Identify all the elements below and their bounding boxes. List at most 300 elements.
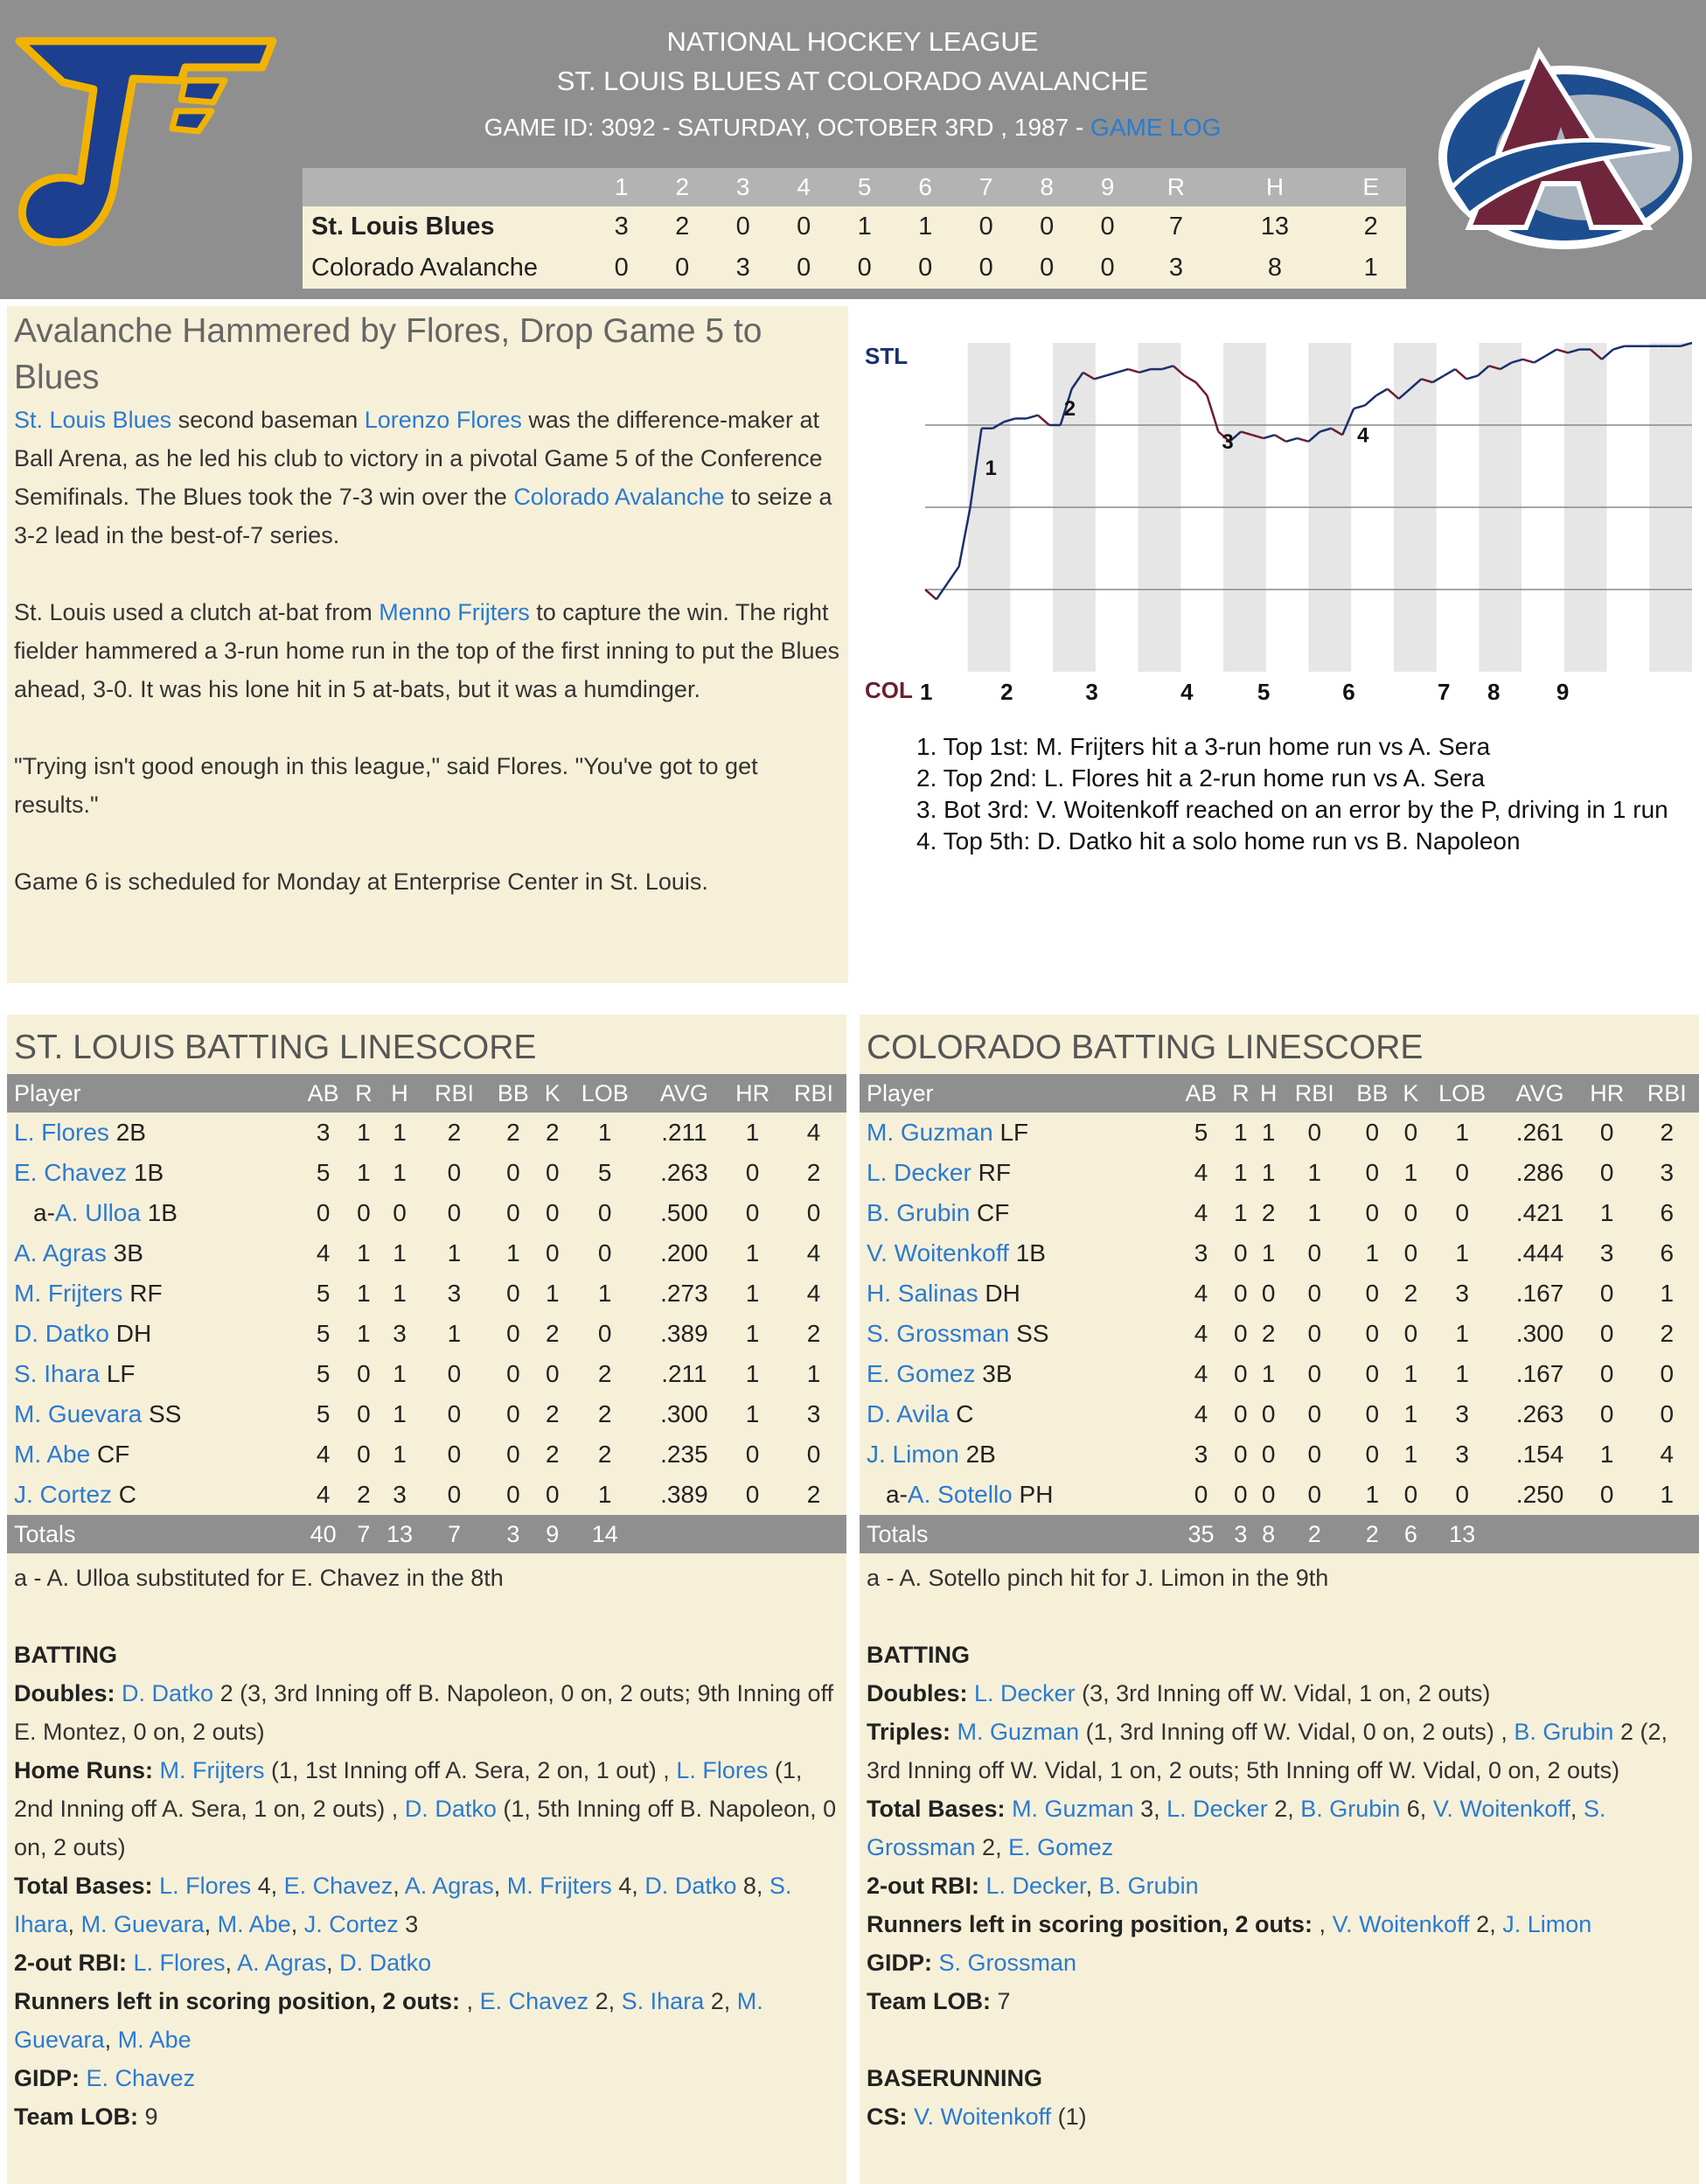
stat-cell: 1 [1261, 1159, 1276, 1186]
stat-cell: 0 [1365, 1400, 1380, 1427]
stat-line-text: (1, 1st Inning off A. Sera, 2 on, 1 out) , [264, 1757, 677, 1783]
matchup-title: ST. LOUIS BLUES AT COLORADO AVALANCHE [556, 66, 1149, 96]
stat-cell: 0 [1599, 1320, 1614, 1347]
sub-prefix: a- [886, 1481, 908, 1508]
stat-cell: 2 [1261, 1320, 1276, 1347]
stat-cell: 1 [1261, 1239, 1276, 1266]
table-row [860, 1273, 1699, 1314]
stat-cell: 0 [1403, 1119, 1418, 1146]
batting-header-cell: HR [1579, 1074, 1635, 1113]
batting-header-cell: K [540, 1074, 566, 1113]
stat-cell: 0 [1365, 1119, 1380, 1146]
recap-text: was the difference-maker at Ball Arena, as he led his club to victory in a pivotal Game 5 of the Conference Semifinals. The Blues took the 7-3 win over the [14, 407, 823, 510]
player-link-d-datko[interactable]: D. Datko [404, 1796, 497, 1822]
stat-cell: 1 [745, 1400, 760, 1427]
linescore-cell: 0 [773, 248, 833, 289]
stat-cell: 2 [597, 1441, 612, 1468]
stat-cell: 0 [1455, 1159, 1469, 1186]
stat-cell: 5 [316, 1320, 331, 1347]
player-link-e-chavez[interactable]: E. Chavez [86, 2065, 196, 2091]
stat-line-team-lob [867, 1982, 1692, 2020]
stat-cell: 0 [1234, 1481, 1248, 1508]
stat-cell: 3 [393, 1320, 407, 1347]
batting-header-cell: RBI [1283, 1074, 1347, 1113]
table-row [860, 1434, 1699, 1475]
stat-line-text: (1) [1051, 2104, 1087, 2130]
stat-cell: 0 [546, 1239, 560, 1266]
stat-cell: 3 [806, 1400, 821, 1427]
totals-cell: 2 [1347, 1515, 1398, 1553]
stat-line-2-out-rbi [14, 1943, 839, 1982]
stat-cell: .286 [1515, 1159, 1564, 1186]
win-probability-segment [1105, 373, 1117, 376]
win-probability-segment [937, 583, 948, 599]
player-cell [7, 1113, 297, 1153]
linescore-cell: 0 [1077, 248, 1138, 289]
batting-header-cell: H [378, 1074, 421, 1113]
stat-cell: 2 [806, 1159, 821, 1186]
stat-line-text: 3, [1133, 1796, 1167, 1822]
stat-cell: 0 [1599, 1360, 1614, 1387]
stat-line-total-bases [14, 1867, 839, 1943]
linescore-cell: 3 [1138, 248, 1214, 289]
linescore-cell: 13 [1214, 206, 1335, 248]
linescore-header-cell: 6 [895, 168, 955, 206]
win-probability-segment [1444, 369, 1455, 376]
win-probability-segment [1365, 395, 1376, 405]
stat-cell: 3 [1599, 1239, 1614, 1266]
stat-cell: 2 [1660, 1320, 1675, 1347]
stl-batting-table [7, 1074, 846, 1553]
stat-cell: 3 [1455, 1441, 1469, 1468]
player-link-m-abe[interactable]: M. Abe [117, 2027, 191, 2053]
player-link-m-abe[interactable]: M. Abe [14, 1441, 91, 1468]
stat-cell: 0 [546, 1481, 560, 1508]
player-cell [860, 1475, 1175, 1515]
player-link-m-frijters[interactable]: M. Frijters [506, 1873, 612, 1899]
player-link-e-chavez[interactable]: E. Chavez [479, 1988, 589, 2014]
player-link-b-grubin[interactable]: B. Grubin [1098, 1873, 1199, 1899]
player-cell [7, 1273, 297, 1314]
stat-cell: 5 [1194, 1119, 1208, 1146]
stat-line-label: GIDP: [14, 2065, 80, 2091]
player-link-e-chavez[interactable]: E. Chavez [14, 1159, 128, 1186]
stat-cell: 4 [1194, 1360, 1208, 1387]
win-probability-segment [1207, 395, 1218, 431]
linescore-cell: 0 [956, 206, 1016, 248]
stat-line-text: , [1085, 1873, 1099, 1899]
stat-cell: 1 [1455, 1320, 1469, 1347]
player-link-l-decker[interactable]: L. Decker [867, 1159, 971, 1186]
stat-cell: 1 [1234, 1119, 1248, 1146]
stat-cell: 5 [316, 1400, 331, 1427]
stat-line-text: (1, 5th Inning off B. Napoleon, 0 on, 2 outs) [14, 1796, 837, 1860]
player-link-j-cortez[interactable]: J. Cortez [303, 1911, 399, 1937]
batting-header-cell: H [1255, 1074, 1283, 1113]
inning-label: 3 [1085, 679, 1098, 700]
stat-cell: 0 [745, 1199, 760, 1226]
stat-cell: 0 [1660, 1400, 1675, 1427]
stat-cell: 1 [806, 1360, 821, 1387]
stat-cell: 1 [546, 1280, 560, 1307]
player-link-a-agras[interactable]: A. Agras [237, 1950, 327, 1976]
stat-cell: 0 [1261, 1280, 1276, 1307]
stat-cell: .211 [661, 1360, 707, 1387]
stat-cell: 4 [1194, 1199, 1208, 1226]
player-cell [7, 1394, 297, 1434]
stat-cell: 0 [597, 1320, 612, 1347]
totals-cell: 13 [1424, 1515, 1501, 1553]
stl-axis-label: STL [865, 343, 909, 369]
table-row [7, 1434, 846, 1475]
stat-cell: 1 [597, 1481, 612, 1508]
stat-cell: 0 [1234, 1239, 1248, 1266]
inning-label: 9 [1556, 679, 1570, 700]
totals-cell: 7 [421, 1515, 487, 1553]
stat-cell: 4 [316, 1239, 331, 1266]
batting-header-cell: RBI [421, 1074, 487, 1113]
linescore-cell: 0 [1016, 206, 1076, 248]
stat-line-text: (3, 3rd Inning off W. Vidal, 1 on, 2 outs) [1075, 1680, 1491, 1706]
table-row [860, 1113, 1699, 1153]
totals-cell: 6 [1398, 1515, 1424, 1553]
stat-line-text: 4, [611, 1873, 645, 1899]
stat-cell: 1 [506, 1239, 520, 1266]
linescore-cell: 3 [713, 248, 773, 289]
stat-cell: 0 [1365, 1280, 1380, 1307]
table-row [7, 1354, 846, 1394]
stat-cell: 0 [1194, 1481, 1208, 1508]
linescore-header-cell: 5 [834, 168, 895, 206]
batting-header-cell: RBI [1635, 1074, 1700, 1113]
stat-cell: .300 [1515, 1320, 1564, 1347]
player-position: DH [978, 1280, 1020, 1307]
win-probability-segment [1128, 369, 1139, 373]
stat-cell: 1 [745, 1360, 760, 1387]
stat-cell: 1 [1307, 1159, 1322, 1186]
stl-batting-panel [7, 1015, 846, 2184]
player-link-d-datko[interactable]: D. Datko [644, 1873, 737, 1899]
player-link-a-sotello[interactable]: A. Sotello [907, 1481, 1013, 1508]
stl-batting-details [14, 1674, 839, 2136]
win-probability-segment [1545, 350, 1556, 357]
stat-cell: 3 [1455, 1400, 1469, 1427]
stat-cell: 3 [1194, 1441, 1208, 1468]
player-link-s-ihara[interactable]: S. Ihara [14, 1360, 101, 1387]
col-batting-heading: BATTING [867, 1642, 970, 1668]
table-row [7, 1233, 846, 1273]
player-link-l-flores[interactable]: L. Flores [14, 1119, 109, 1146]
stat-cell: 0 [357, 1199, 371, 1226]
player-link-m-frijters[interactable]: M. Frijters [14, 1280, 123, 1307]
batting-header-cell: AB [1175, 1074, 1227, 1113]
player-link-a-agras[interactable]: A. Agras [14, 1239, 107, 1266]
recap-title: Avalanche Hammered by Flores, Drop Game 5 to Blues [14, 312, 762, 396]
stat-cell: 0 [1307, 1320, 1322, 1347]
stat-line-label: 2-out RBI: [14, 1950, 127, 1976]
col-batting-table [860, 1074, 1699, 1553]
inning-label: 1 [920, 679, 933, 700]
stat-line-gidp [867, 1943, 1692, 1982]
player-link-b-grubin[interactable]: B. Grubin [867, 1199, 971, 1226]
stat-line-text: 2, [704, 1988, 737, 2014]
stat-cell: 1 [1365, 1481, 1380, 1508]
linescore-team-name: Colorado Avalanche [303, 248, 591, 289]
stat-line-label: Doubles: [867, 1680, 968, 1706]
player-link-s-ihara[interactable]: S. Ihara [621, 1988, 705, 2014]
col-baserunning-details [867, 2097, 1692, 2136]
table-row [7, 1113, 846, 1153]
stat-line-gidp [14, 2059, 839, 2097]
stat-cell: 1 [1261, 1119, 1276, 1146]
stat-line-label: 2-out RBI: [867, 1873, 979, 1899]
stat-line-text: , [393, 1873, 405, 1899]
stat-line-text: , [204, 1911, 218, 1937]
table-row [7, 1394, 846, 1434]
player-cell [7, 1193, 297, 1233]
player-position: SS [1009, 1320, 1049, 1347]
stat-cell: 1 [1403, 1441, 1418, 1468]
player-link-e-gomez[interactable]: E. Gomez [1008, 1834, 1114, 1860]
team-link-st-louis[interactable]: St. Louis Blues [14, 407, 172, 433]
stat-cell: 1 [597, 1119, 612, 1146]
win-probability-segment [948, 567, 959, 583]
player-position: 2B [108, 1119, 146, 1146]
stat-cell: 0 [1599, 1400, 1614, 1427]
stat-cell: 0 [393, 1199, 407, 1226]
stat-cell: 1 [357, 1280, 371, 1307]
stat-cell: 0 [1403, 1481, 1418, 1508]
linescore-cell: 1 [1335, 248, 1406, 289]
stat-cell: 2 [546, 1441, 560, 1468]
stat-cell: 1 [357, 1239, 371, 1266]
player-link-m-guevara[interactable]: M. Guevara [14, 1400, 143, 1427]
stat-cell: 0 [1234, 1280, 1248, 1307]
player-position: 3B [975, 1360, 1013, 1387]
player-link-m-guzman[interactable]: M. Guzman [1012, 1796, 1134, 1822]
player-link-v-woitenkoff[interactable]: V. Woitenkoff [867, 1239, 1009, 1266]
stat-line-text: , [1570, 1796, 1584, 1822]
player-position: RF [971, 1159, 1011, 1186]
player-link-j-limon[interactable]: J. Limon [1502, 1911, 1592, 1937]
stat-cell: 0 [806, 1199, 821, 1226]
stat-cell: 0 [506, 1320, 520, 1347]
stat-cell: 0 [597, 1199, 612, 1226]
stat-cell: 3 [1660, 1159, 1675, 1186]
batting-header-cell: AVG [1501, 1074, 1579, 1113]
stat-line-label: CS: [867, 2104, 908, 2130]
player-link-d-avila[interactable]: D. Avila [867, 1400, 950, 1427]
stat-line-text: , [466, 1988, 480, 2014]
stat-cell: 0 [1403, 1199, 1418, 1226]
player-link-m-guevara[interactable]: M. Guevara [14, 1988, 763, 2053]
player-link-j-limon[interactable]: J. Limon [867, 1441, 959, 1468]
stat-cell: 1 [1234, 1199, 1248, 1226]
player-link-b-grubin[interactable]: B. Grubin [1300, 1796, 1401, 1822]
recap-text: to seize a 3-2 lead in the best-of-7 series. [14, 484, 832, 548]
stat-cell: 0 [1365, 1199, 1380, 1226]
player-link-s-grossman[interactable]: S. Grossman [938, 1950, 1077, 1976]
player-link-v-woitenkoff[interactable]: V. Woitenkoff [1432, 1796, 1570, 1822]
chart-event-list [916, 731, 1706, 857]
player-link-s-ihara[interactable]: S. Ihara [14, 1873, 792, 1937]
player-link-m-frijters[interactable]: M. Frijters [159, 1757, 265, 1783]
batting-header-cell: BB [1347, 1074, 1398, 1113]
stat-cell: 1 [1455, 1119, 1469, 1146]
stat-cell: .154 [1515, 1441, 1564, 1468]
player-link-d-datko[interactable]: D. Datko [339, 1950, 432, 1976]
player-link-l-flores[interactable]: L. Flores [676, 1757, 769, 1783]
stat-line-text: , [493, 1873, 507, 1899]
player-cell [860, 1314, 1175, 1354]
player-link-a-agras[interactable]: A. Agras [404, 1873, 494, 1899]
win-probability-segment [1455, 369, 1466, 379]
player-position: C [949, 1400, 974, 1427]
totals-cell [1579, 1515, 1635, 1553]
player-cell [860, 1113, 1175, 1153]
event-marker: 2 [1063, 397, 1076, 422]
totals-cell: 13 [378, 1515, 421, 1553]
totals-row [7, 1515, 846, 1553]
recap-text: second baseman [171, 407, 365, 433]
player-position: SS [142, 1400, 182, 1427]
stat-cell: 0 [1261, 1481, 1276, 1508]
table-row [7, 1193, 846, 1233]
stat-cell: 2 [357, 1481, 371, 1508]
stat-cell: 0 [745, 1441, 760, 1468]
player-link-l-flores[interactable]: L. Flores [159, 1873, 252, 1899]
player-link-l-flores[interactable]: L. Flores [133, 1950, 226, 1976]
player-link-v-woitenkoff[interactable]: V. Woitenkoff [914, 2104, 1052, 2130]
linescore-header-cell: R [1138, 168, 1214, 206]
player-link-b-grubin[interactable]: B. Grubin [1514, 1719, 1614, 1745]
stat-line-runners-left-in-scoring-position-2-outs [14, 1982, 839, 2059]
stat-cell: 2 [546, 1119, 560, 1146]
player-link-s-grossman[interactable]: S. Grossman [867, 1320, 1010, 1347]
player-link-h-salinas[interactable]: H. Salinas [867, 1280, 978, 1307]
batting-header-cell: RBI [781, 1074, 846, 1113]
player-link-menno-frijters[interactable]: Menno Frijters [379, 599, 530, 625]
player-link-m-guzman[interactable]: M. Guzman [957, 1719, 1080, 1745]
player-link-l-decker[interactable]: L. Decker [985, 1873, 1086, 1899]
player-link-l-decker[interactable]: L. Decker [974, 1680, 1076, 1706]
stat-cell: 0 [1365, 1320, 1380, 1347]
player-link-m-abe[interactable]: M. Abe [217, 1911, 291, 1937]
player-link-m-guevara[interactable]: M. Guevara [80, 1911, 205, 1937]
player-link-j-cortez[interactable]: J. Cortez [14, 1481, 113, 1508]
linescore-header-cell: 4 [773, 168, 833, 206]
stat-cell: .273 [660, 1280, 708, 1307]
stat-cell: .211 [661, 1119, 707, 1146]
stat-line-text: , [104, 2027, 118, 2053]
linescore-cell: 1 [834, 206, 895, 248]
table-row [860, 1193, 1699, 1233]
player-link-d-datko[interactable]: D. Datko [14, 1320, 109, 1347]
player-link-a-ulloa[interactable]: A. Ulloa [54, 1199, 141, 1226]
batting-header-cell: K [1398, 1074, 1424, 1113]
linescore-cell: 2 [1335, 206, 1406, 248]
player-link-s-grossman[interactable]: S. Grossman [867, 1796, 1606, 1860]
win-probability-segment [1196, 382, 1208, 395]
player-cell [860, 1394, 1175, 1434]
stat-cell: 6 [1660, 1239, 1675, 1266]
stat-cell: .167 [1515, 1280, 1564, 1307]
team-link-colorado[interactable]: Colorado Avalanche [513, 484, 725, 510]
player-link-v-woitenkoff[interactable]: V. Woitenkoff [1332, 1911, 1470, 1937]
game-log-link[interactable]: GAME LOG [1090, 114, 1222, 141]
col-axis-label: COL [865, 677, 913, 700]
stat-cell: .263 [660, 1159, 708, 1186]
player-link-d-datko[interactable]: D. Datko [122, 1680, 214, 1706]
stat-cell: 0 [1234, 1360, 1248, 1387]
stat-cell: 1 [1261, 1360, 1276, 1387]
stat-cell: .200 [660, 1239, 708, 1266]
stat-cell: 1 [1599, 1199, 1614, 1226]
totals-cell [781, 1515, 846, 1553]
stat-cell: 0 [1365, 1360, 1380, 1387]
totals-cell: 9 [540, 1515, 566, 1553]
player-position: LF [100, 1360, 136, 1387]
linescore-cell: 0 [1016, 248, 1076, 289]
col-batting-title: COLORADO BATTING LINESCORE [867, 1029, 1424, 1066]
table-row [860, 1354, 1699, 1394]
stat-cell: 0 [1307, 1119, 1322, 1146]
batting-header-cell: LOB [1424, 1074, 1501, 1113]
player-link-e-gomez[interactable]: E. Gomez [867, 1360, 976, 1387]
stat-cell: 3 [447, 1280, 462, 1307]
stat-cell: .444 [1515, 1239, 1564, 1266]
recap-paragraph [14, 401, 841, 555]
col-substitution-note: a - A. Sotello pinch hit for J. Limon in the 9th [867, 1565, 1329, 1591]
stat-cell: .389 [660, 1481, 708, 1508]
stat-cell: .250 [1515, 1481, 1564, 1508]
stat-cell: 0 [506, 1159, 520, 1186]
stat-cell: 3 [316, 1119, 331, 1146]
linescore-cell: 0 [591, 248, 651, 289]
stat-cell: 1 [745, 1119, 760, 1146]
stat-line-label: Team LOB: [14, 2104, 139, 2130]
stat-cell: 0 [1599, 1280, 1614, 1307]
stat-line-text: 4, [251, 1873, 284, 1899]
chart-event-item: 1. Top 1st: M. Frijters hit a 3-run home run vs A. Sera [916, 733, 1491, 760]
player-link-lorenzo-flores[interactable]: Lorenzo Flores [364, 407, 522, 433]
chart-event-item: 4. Top 5th: D. Datko hit a solo home run vs B. Napoleon [916, 827, 1521, 855]
linescore-header-cell: 8 [1016, 168, 1076, 206]
stat-cell: 0 [1234, 1400, 1248, 1427]
stat-cell: 0 [447, 1481, 462, 1508]
player-link-m-guzman[interactable]: M. Guzman [867, 1119, 993, 1146]
stat-cell: 0 [506, 1400, 520, 1427]
linescore-cell: 7 [1138, 206, 1214, 248]
stat-cell: 1 [745, 1280, 760, 1307]
stat-line-label: Team LOB: [867, 1988, 992, 2014]
stat-cell: .235 [660, 1441, 708, 1468]
win-probability-segment [1038, 415, 1049, 425]
player-link-l-decker[interactable]: L. Decker [1166, 1796, 1268, 1822]
totals-cell [1501, 1515, 1579, 1553]
stat-cell: 0 [745, 1159, 760, 1186]
player-link-e-chavez[interactable]: E. Chavez [283, 1873, 393, 1899]
stat-cell: 3 [1194, 1239, 1208, 1266]
totals-label: Totals [7, 1515, 297, 1553]
stat-cell: 0 [546, 1159, 560, 1186]
stat-cell: .300 [660, 1400, 708, 1427]
stat-cell: 0 [1365, 1441, 1380, 1468]
stat-cell: 0 [1307, 1360, 1322, 1387]
stat-cell: 0 [1403, 1320, 1418, 1347]
player-position: C [112, 1481, 137, 1508]
stat-cell: 1 [1403, 1159, 1418, 1186]
